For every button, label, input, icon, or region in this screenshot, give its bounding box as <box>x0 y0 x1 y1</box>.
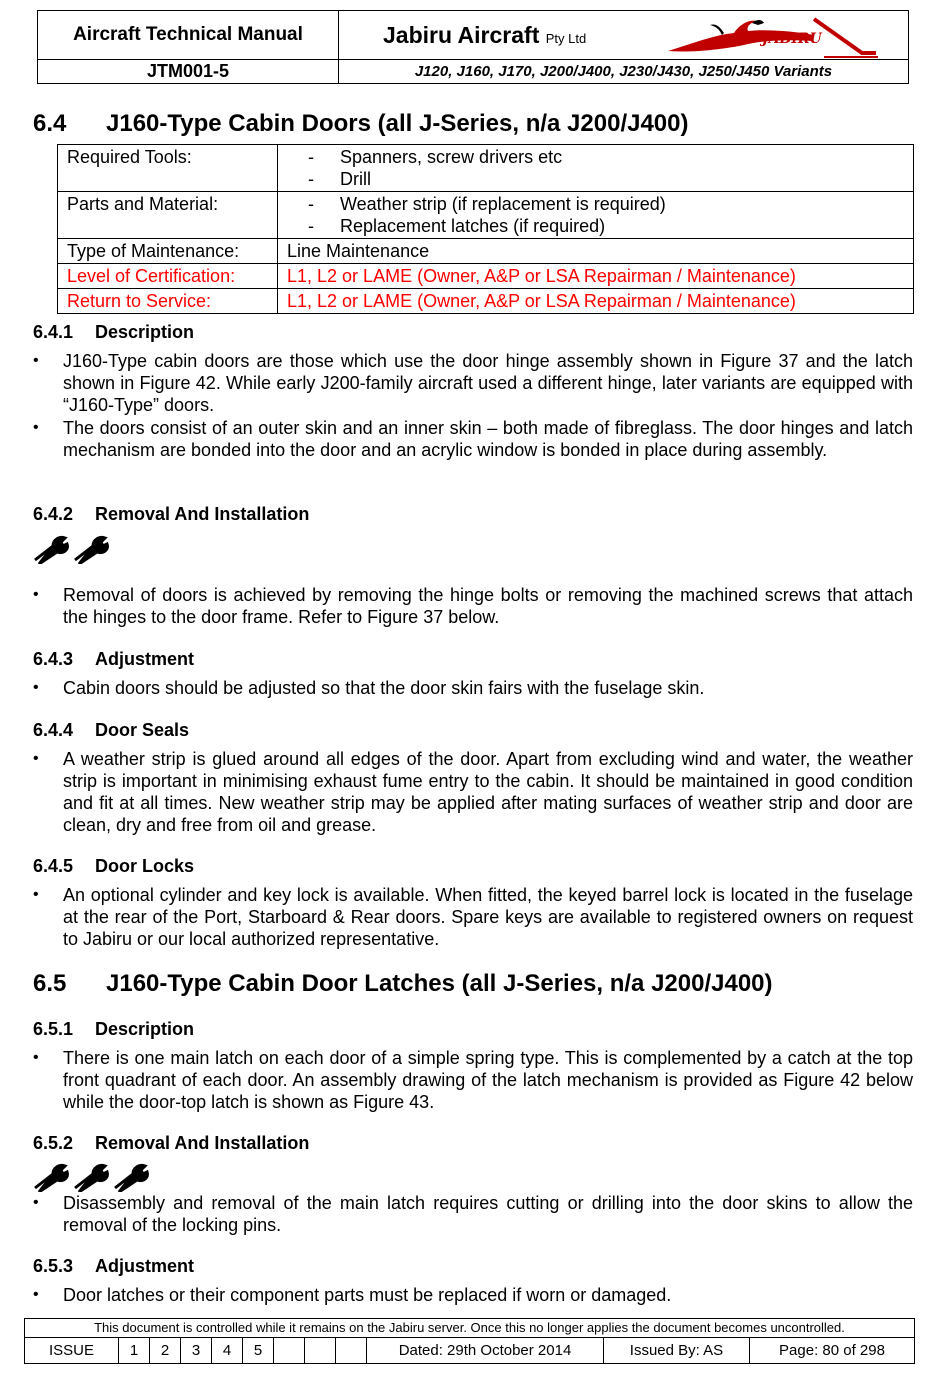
control-note: This document is controlled while it remains on the Jabiru server. Once this no longer applies the document becomes uncontrolled. <box>24 1318 915 1338</box>
issue-cell: 5 <box>243 1338 274 1364</box>
list-item: • Cabin doors should be adjusted so that the door skin fairs with the fuselage skin. <box>63 677 913 699</box>
page-footer <box>24 1337 915 1364</box>
list-item: • A weather strip is glued around all edges of the door. Apart from excluding wind and water, the weather strip is important in minimising exhaust fume entry to the cabin. It should be maintained in good condition and fit at all times. New weather strip may be applied after mating surfaces of weather strip and door are clean, dry and free from oil and grease. <box>63 748 913 836</box>
list-item: • The doors consist of an outer skin and an inner skin – both made of fibreglass. The door hinges and latch mechanism are bonded into the door and an acrylic window is bonded in place during assembly. <box>63 417 913 461</box>
page-number: Page: 80 of 298 <box>750 1338 915 1364</box>
list-item: • Door latches or their component parts must be replaced if worn or damaged. <box>63 1284 913 1306</box>
list-item: • Removal of doors is achieved by removing the hinge bolts or removing the machined screws that attach the hinges to the door frame. Refer to Figure 37 below. <box>63 584 913 628</box>
manual-title: Aircraft Technical Manual <box>38 11 339 60</box>
doc-number: JTM001-5 <box>38 60 339 84</box>
section-6-5-3-title: 6.5.3 Adjustment <box>33 1256 194 1276</box>
list-item: • Disassembly and removal of the main latch requires cutting or drilling into the door skins to allow the removal of the locking pins. <box>63 1192 913 1236</box>
issue-cell-empty <box>336 1338 367 1364</box>
issued-by: Issued By: AS <box>604 1338 750 1364</box>
skill-level-icons <box>33 530 113 564</box>
type-value: Line Maintenance <box>278 239 914 264</box>
type-label: Type of Maintenance: <box>58 239 278 264</box>
page-header <box>37 10 909 84</box>
dated: Dated: 29th October 2014 <box>367 1338 604 1364</box>
section-6-4-1-title: 6.4.1 Description <box>33 322 195 342</box>
issue-label: ISSUE <box>25 1338 119 1364</box>
list-item: • There is one main latch on each door of a simple spring type. This is complemented by a catch at the top front quadrant of each door. An assembly drawing of the latch mechanism is provided as Figure 42 below while the door-top latch is shown as Figure 43. <box>63 1047 913 1113</box>
section-6-4-4-title: 6.4.4 Door Seals <box>33 720 190 740</box>
skill-level-icons <box>33 1158 153 1192</box>
list-item: • An optional cylinder and key lock is available. When fitted, the keyed barrel lock is located in the fuselage at the rear of the Port, Starboard & Rear doors. Spare keys are available to registered owners on request to Jabiru or our local authorized representative. <box>63 884 913 950</box>
level-label: Level of Certification: <box>58 264 278 289</box>
section-6-4-title: 6.4 J160-Type Cabin Doors (all J-Series, n/a J200/J400) <box>33 110 689 137</box>
return-label: Return to Service: <box>58 289 278 314</box>
level-value: L1, L2 or LAME (Owner, A&P or LSA Repairman / Maintenance) <box>278 264 914 289</box>
jabiru-logo-icon <box>664 13 884 61</box>
issue-cell: 3 <box>181 1338 212 1364</box>
company-name: Jabiru Aircraft <box>383 21 540 48</box>
issue-cell: 1 <box>119 1338 150 1364</box>
parts-label: Parts and Material: <box>58 192 278 239</box>
tools-list <box>278 145 914 192</box>
tool-item: - Drill <box>308 168 904 190</box>
issue-cell-empty <box>274 1338 305 1364</box>
company-cell <box>339 11 909 60</box>
return-value: L1, L2 or LAME (Owner, A&P or LSA Repairman / Maintenance) <box>278 289 914 314</box>
issue-cell: 2 <box>150 1338 181 1364</box>
part-item: - Replacement latches (if required) <box>308 215 904 237</box>
wrench-icon <box>73 530 113 564</box>
issue-cell: 4 <box>212 1338 243 1364</box>
variants: J120, J160, J170, J200/J400, J230/J430, J250/J450 Variants <box>339 60 909 84</box>
wrench-icon <box>73 1158 113 1192</box>
company-suffix: Pty Ltd <box>545 30 587 46</box>
section-6-5-1-title: 6.5.1 Description <box>33 1019 195 1039</box>
maintenance-table <box>57 144 914 314</box>
section-6-4-2-title: 6.4.2 Removal And Installation <box>33 504 310 524</box>
section-6-4-5-title: 6.4.5 Door Locks <box>33 856 195 876</box>
issue-cell-empty <box>305 1338 336 1364</box>
part-item: - Weather strip (if replacement is required) <box>308 193 904 215</box>
section-6-4-3-title: 6.4.3 Adjustment <box>33 649 194 669</box>
wrench-icon <box>33 530 73 564</box>
list-item: • J160-Type cabin doors are those which use the door hinge assembly shown in Figure 37 and the latch shown in Figure 42. While early J200-family aircraft used a different hinge, later variants are equipped with “J160-Type” doors. <box>63 350 913 416</box>
wrench-icon <box>33 1158 73 1192</box>
section-6-5-2-title: 6.5.2 Removal And Installation <box>33 1133 310 1153</box>
parts-list <box>278 192 914 239</box>
wrench-icon <box>113 1158 153 1192</box>
svg-text:JABIRU: JABIRU <box>762 31 822 47</box>
section-6-5-title: 6.5 J160-Type Cabin Door Latches (all J-Series, n/a J200/J400) <box>33 970 773 997</box>
tool-item: - Spanners, screw drivers etc <box>308 146 904 168</box>
tools-label: Required Tools: <box>58 145 278 192</box>
